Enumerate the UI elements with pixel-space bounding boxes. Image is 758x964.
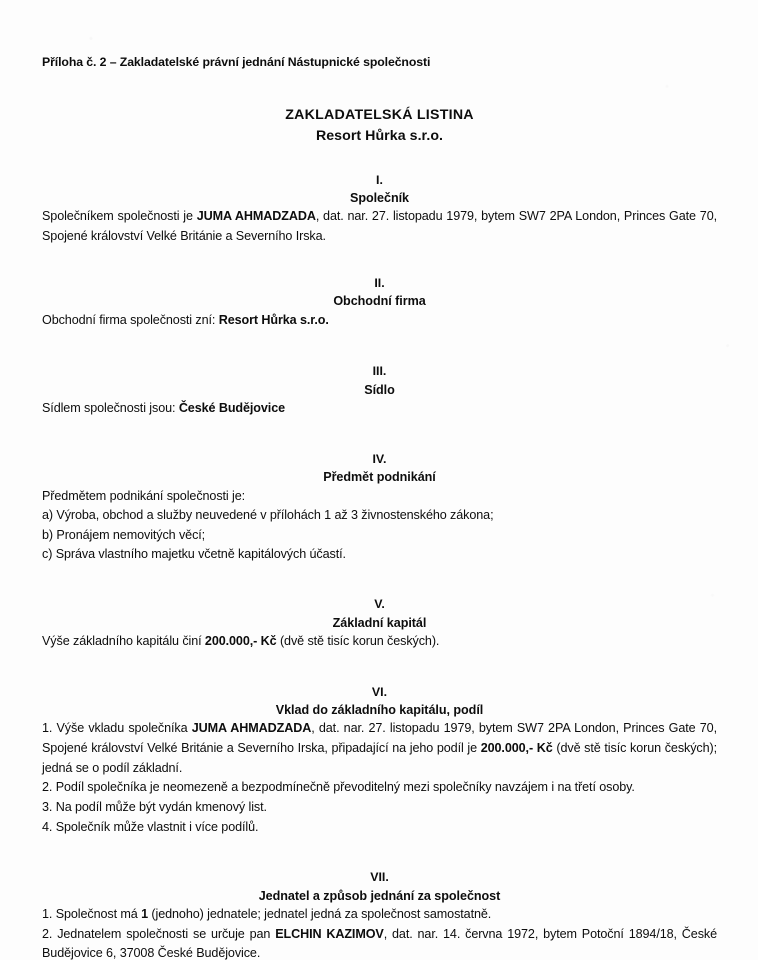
section-vii-item-1 [42, 905, 717, 925]
section-iii-heading: Sídlo [364, 382, 395, 397]
section-iv-heading: Předmět podnikání [323, 470, 436, 485]
document-subtitle: Resort Hůrka s.r.o. [315, 127, 444, 144]
section-vi-item1-mid: , dat. nar. 27. listopadu 1979, bytem SW7 2PA London, Princes Gate 70, Spojené království Velké Británie a Severního Irska, připadající na jeho podíl je [42, 721, 717, 756]
section-vii-item-2 [42, 925, 717, 964]
section-i-body-suffix: , dat. nar. 27. listopadu 1979, bytem SW7 2PA London, Princes Gate 70, Spojené království Velké Británie a Severního Irska. [42, 209, 717, 244]
section-vii-item2-suffix: , dat. nar. 14. června 1972, bytem Potoční 1894/18, České Budějovice 6, 37008 České Budějovice. [42, 926, 718, 961]
section-v-numeral: V. [374, 597, 385, 612]
section-v [42, 595, 717, 652]
section-iv-item-c: c) Správa vlastního majetku včetně kapitálových účastí. [42, 547, 346, 562]
document-title: ZAKLADATELSKÁ LISTINA [285, 107, 474, 124]
section-vii-heading: Jednatel a způsob jednání za společnost [258, 888, 501, 903]
section-ii-body-prefix: Obchodní firma společnosti zní: [42, 312, 219, 327]
section-iii-body-prefix: Sídlem společnosti jsou: [42, 401, 179, 416]
section-vii-executive-name: ELCHIN KAZIMOV [275, 926, 384, 941]
section-vii [42, 868, 717, 964]
section-vi-item1-suffix: (dvě stě tisíc korun českých); jedná se o podíl základní. [42, 741, 717, 775]
section-v-body-suffix: (dvě stě tisíc korun českých). [276, 633, 440, 648]
document-title-block [42, 105, 717, 146]
section-ii-heading: Obchodní firma [333, 294, 426, 309]
section-vi-item-3: 3. Na podíl může být vydán kmenový list. [42, 800, 267, 815]
section-vii-item1-prefix: 1. Společnost má [42, 907, 142, 922]
section-iv-intro: Předmětem podnikání společnosti je: [42, 488, 246, 503]
section-iii-registered-seat: České Budějovice [178, 401, 286, 416]
section-vi-item-1 [42, 719, 717, 778]
section-v-body [42, 632, 717, 652]
section-i-body-prefix: Společníkem společnosti je [42, 209, 197, 224]
section-v-body-prefix: Výše základního kapitálu činí [42, 633, 205, 648]
section-i-body [42, 207, 717, 246]
section-vi-item1-prefix: 1. Výše vkladu společníka [42, 721, 192, 736]
section-vi-numeral: VI. [371, 684, 388, 699]
section-i-shareholder-name: JUMA AHMADZADA [196, 209, 316, 224]
section-vi-shareholder-name: JUMA AHMADZADA [191, 721, 312, 736]
section-vii-item2-prefix: 2. Jednatelem společnosti se určuje pan [42, 926, 276, 941]
section-i-numeral: I. [376, 172, 383, 187]
section-vii-item1-suffix: (jednoho) jednatele; jednatel jedná za společnost samostatně. [148, 907, 492, 922]
section-vi-heading: Vklad do základního kapitálu, podíl [275, 703, 484, 718]
section-vi-item-2: 2. Podíl společníka je neomezeně a bezpodmínečně převoditelný mezi společníky navzájem i na třetí osoby. [42, 780, 635, 795]
section-iii-body [42, 399, 717, 419]
section-vii-numeral: VII. [370, 870, 389, 885]
section-iii [42, 362, 717, 419]
section-iv-numeral: IV. [372, 451, 387, 466]
section-iv-item-b: b) Pronájem nemovitých věcí; [42, 527, 206, 542]
section-v-capital-amount: 200.000,- Kč [204, 633, 277, 648]
section-i [42, 171, 717, 247]
section-iii-numeral: III. [372, 364, 387, 379]
section-v-heading: Základní kapitál [332, 615, 427, 630]
document-content [42, 0, 717, 964]
section-vii-executive-count: 1 [141, 907, 149, 922]
section-ii-numeral: II. [374, 275, 385, 290]
section-ii-body [42, 311, 717, 331]
section-iv [42, 450, 717, 565]
section-vi [42, 683, 717, 838]
section-vi-item-4: 4. Společník může vlastnit i více podílů. [42, 819, 259, 834]
section-ii-company-name: Resort Hůrka s.r.o. [218, 312, 329, 327]
section-ii [42, 274, 717, 331]
section-i-heading: Společník [349, 191, 410, 206]
section-iv-item-a: a) Výroba, obchod a služby neuvedené v přílohách 1 až 3 živnostenského zákona; [42, 508, 494, 523]
document-header-line: Příloha č. 2 – Zakladatelské právní jednání Nástupnické společnosti [42, 55, 431, 69]
section-vi-contribution-amount: 200.000,- Kč [480, 741, 553, 756]
